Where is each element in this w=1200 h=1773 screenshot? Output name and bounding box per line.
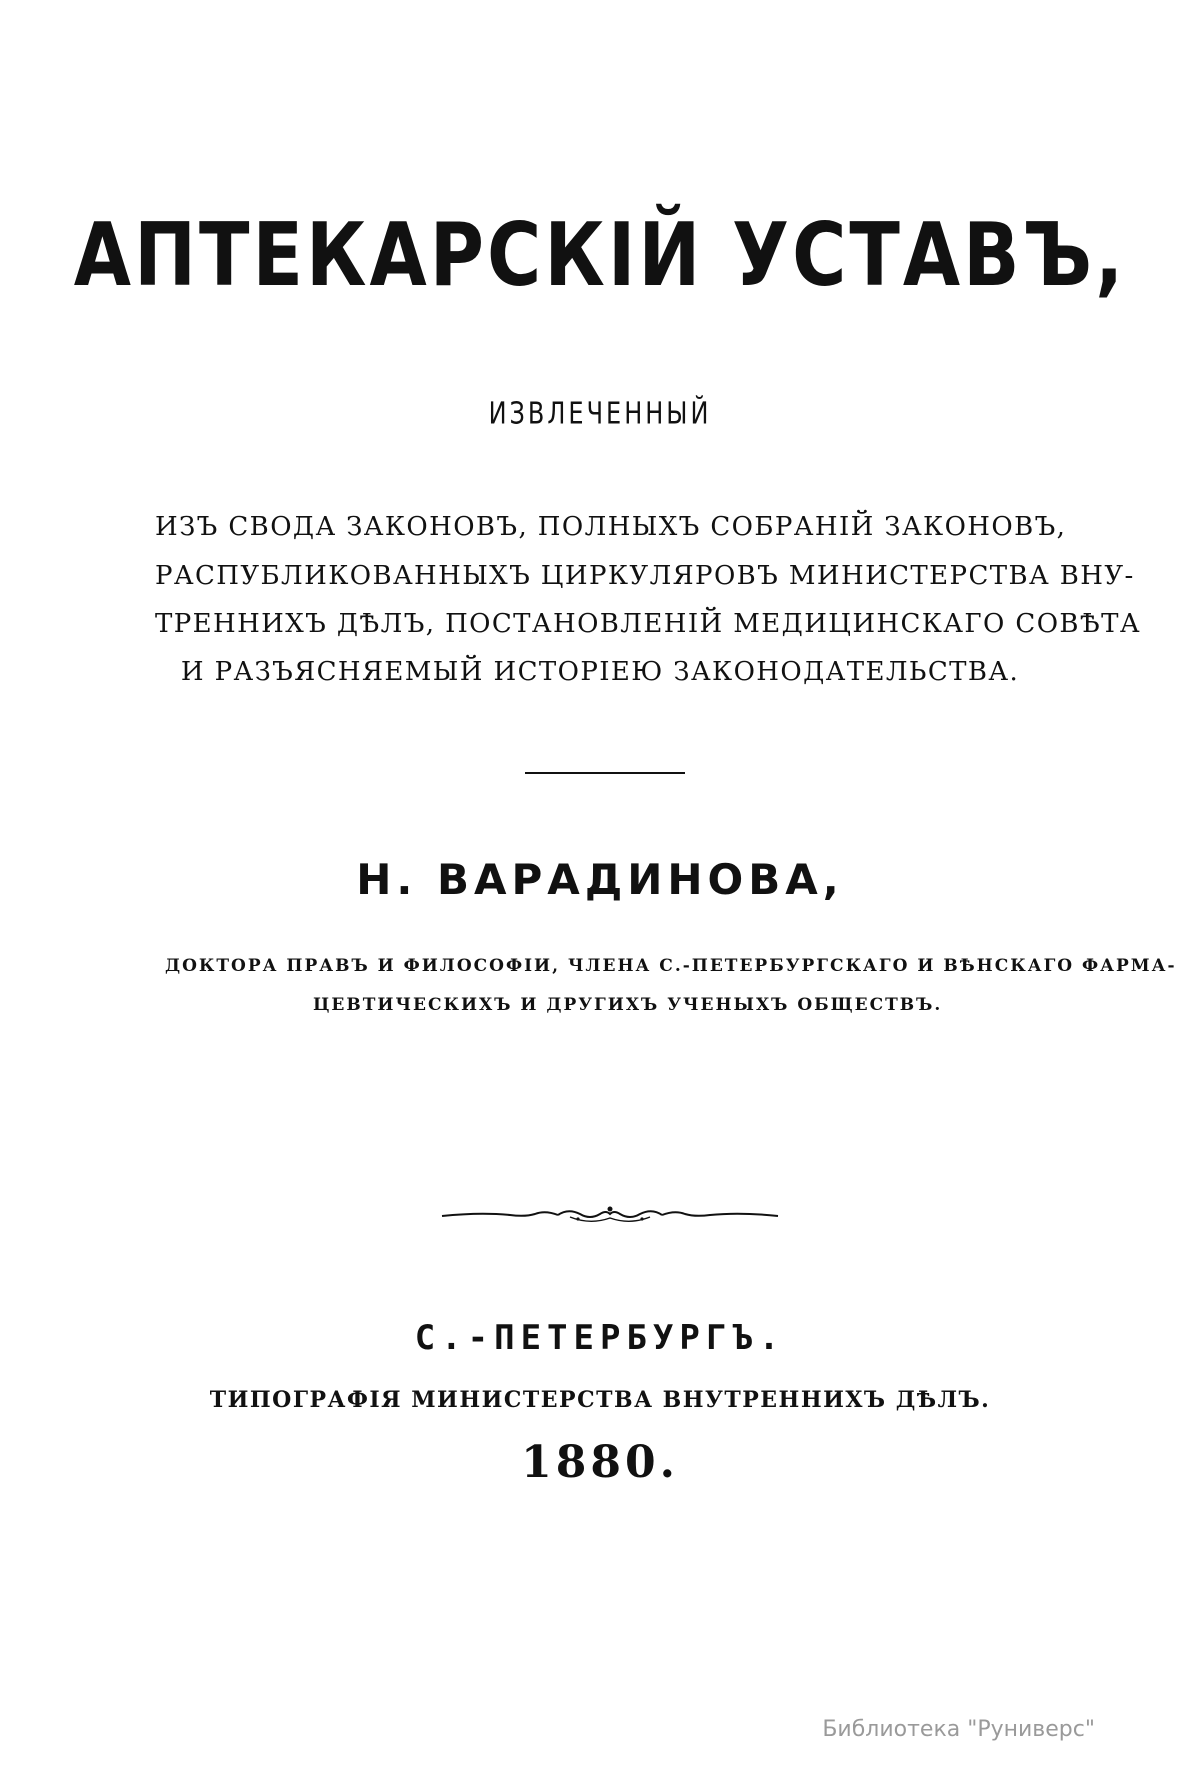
publication-year: 1880. bbox=[521, 1437, 679, 1488]
library-watermark: Библиотека "Руниверс" bbox=[822, 1717, 1095, 1742]
description-line: И РАЗЪЯСНЯЕМЫЙ ИСТОРІЕЮ ЗАКОНОДАТЕЛЬСТВА. bbox=[180, 657, 1020, 687]
description-line: РАСПУБЛИКОВАННЫХЪ ЦИРКУЛЯРОВЪ МИНИСТЕРСТВА ВНУ- bbox=[155, 561, 1135, 591]
author-credentials-line: ЦЕВТИЧЕСКИХЪ И ДРУГИХЪ УЧЕНЫХЪ ОБЩЕСТВЪ. bbox=[313, 995, 943, 1015]
printer-name: ТИПОГРАФІЯ МИНИСТЕРСТВА ВНУТРЕННИХЪ ДѢЛЪ. bbox=[209, 1387, 991, 1413]
author-credentials-line: ДОКТОРА ПРАВЪ И ФИЛОСОФІИ, ЧЛЕНА С.-ПЕТЕРБУРГСКАГО И ВѢНСКАГО ФАРМА- bbox=[165, 956, 1177, 976]
book-title: АПТЕКАРСКІЙ УСТАВЪ, bbox=[73, 205, 1127, 307]
section-divider bbox=[525, 772, 685, 774]
description-line: ИЗЪ СВОДА ЗАКОНОВЪ, ПОЛНЫХЪ СОБРАНІЙ ЗАКОНОВЪ, bbox=[155, 512, 1067, 542]
publication-city: С.-ПЕТЕРБУРГЪ. bbox=[414, 1318, 786, 1358]
author-name: Н. ВАРАДИНОВА, bbox=[356, 855, 844, 904]
description-line: ТРЕННИХЪ ДѢЛЪ, ПОСТАНОВЛЕНІЙ МЕДИЦИНСКАГО СОВѢТА bbox=[155, 609, 1141, 639]
flourish-ornament-icon bbox=[440, 1200, 780, 1230]
subtitle: ИЗВЛЕЧЕННЫЙ bbox=[488, 396, 712, 431]
